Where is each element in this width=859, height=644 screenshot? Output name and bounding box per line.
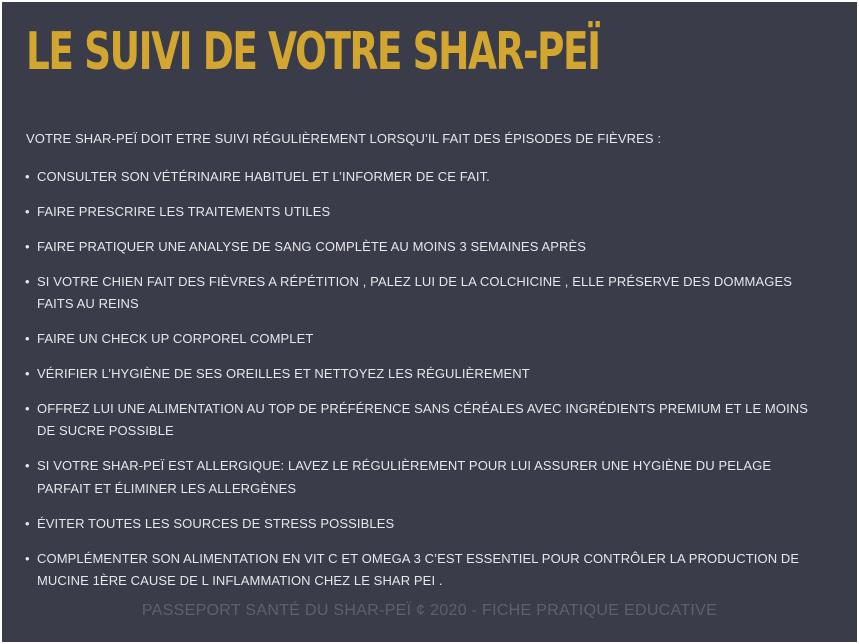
bullet-dot: • xyxy=(25,273,30,289)
footer-text: PASSEPORT SANTÉ DU SHAR-PEÏ ¢ 2020 - FICHE PRATIQUE EDUCATIVE xyxy=(141,602,718,619)
bullet-dot: • xyxy=(25,365,30,381)
bullet-list xyxy=(24,166,824,605)
bullet-dot: • xyxy=(25,458,30,474)
bullet-text: FAIRE PRATIQUER UNE ANALYSE DE SANG COMPLÈTE AU MOINS 3 SEMAINES APRÈS xyxy=(37,238,587,254)
bullet-item xyxy=(24,328,824,351)
slide-title: LE SUIVI DE VOTRE SHAR-PEÏ xyxy=(26,22,600,82)
bullet-item xyxy=(24,513,824,536)
bullet-text: FAIRE UN CHECK UP CORPOREL COMPLET xyxy=(37,331,314,347)
bullet-text: CONSULTER SON VÉTÉRINAIRE HABITUEL ET L’INFORMER DE CE FAIT. xyxy=(37,169,490,184)
bullet-text: COMPLÉMENTER SON ALIMENTATION EN VIT C ET OMEGA 3 C’EST ESSENTIEL POUR CONTRÔLER LA PRODUCTION DE MUCINE 1ÈRE CAUSE DE L INFLAMMATION CHEZ LE SHAR PEI . xyxy=(37,550,800,589)
bullet-dot: • xyxy=(25,400,30,416)
bullet-dot: • xyxy=(25,203,30,219)
slide xyxy=(2,2,857,642)
bullet-item xyxy=(24,271,824,316)
bullet-item xyxy=(24,548,824,593)
bullet-dot: • xyxy=(25,169,30,184)
bullet-text: ÉVITER TOUTES LES SOURCES DE STRESS POSSIBLES xyxy=(37,515,395,531)
bullet-text: SI VOTRE SHAR-PEÏ EST ALLERGIQUE: LAVEZ LE RÉGULIÈREMENT POUR LUI ASSURER UNE HYGIÈNE DU PELAGE PARFAIT ET ÉLIMINER LES ALLERGÈNES xyxy=(37,458,772,496)
bullet-item xyxy=(24,236,824,259)
intro-text: VOTRE SHAR-PEÏ DOIT ETRE SUIVI RÉGULIÈREMENT LORSQU’IL FAIT DES ÉPISODES DE FIÈVRES : xyxy=(26,131,662,146)
bullet-item xyxy=(24,455,824,500)
bullet-dot: • xyxy=(25,331,30,347)
bullet-text: OFFREZ LUI UNE ALIMENTATION AU TOP DE PRÉFÉRENCE SANS CÉRÉALES AVEC INGRÉDIENTS PREMIUM ET LE MOINS DE SUCRE POSSIBLE xyxy=(37,400,809,439)
bullet-item xyxy=(24,201,824,224)
bullet-dot: • xyxy=(25,550,30,566)
bullet-item xyxy=(24,166,824,189)
bullet-item xyxy=(24,363,824,386)
bullet-item xyxy=(24,398,824,443)
bullet-dot: • xyxy=(25,238,30,254)
bullet-text: SI VOTRE CHIEN FAIT DES FIÈVRES A RÉPÉTITION , PALEZ LUI DE LA COLCHICINE , ELLE PRÉSERVE DES DOMMAGES FAITS AU REINS xyxy=(37,273,793,312)
bullet-text: VÉRIFIER L’HYGIÈNE DE SES OREILLES ET NETTOYEZ LES RÉGULIÈREMENT xyxy=(37,365,530,381)
bullet-text: FAIRE PRESCRIRE LES TRAITEMENTS UTILES xyxy=(37,203,331,219)
bullet-dot: • xyxy=(25,515,30,531)
